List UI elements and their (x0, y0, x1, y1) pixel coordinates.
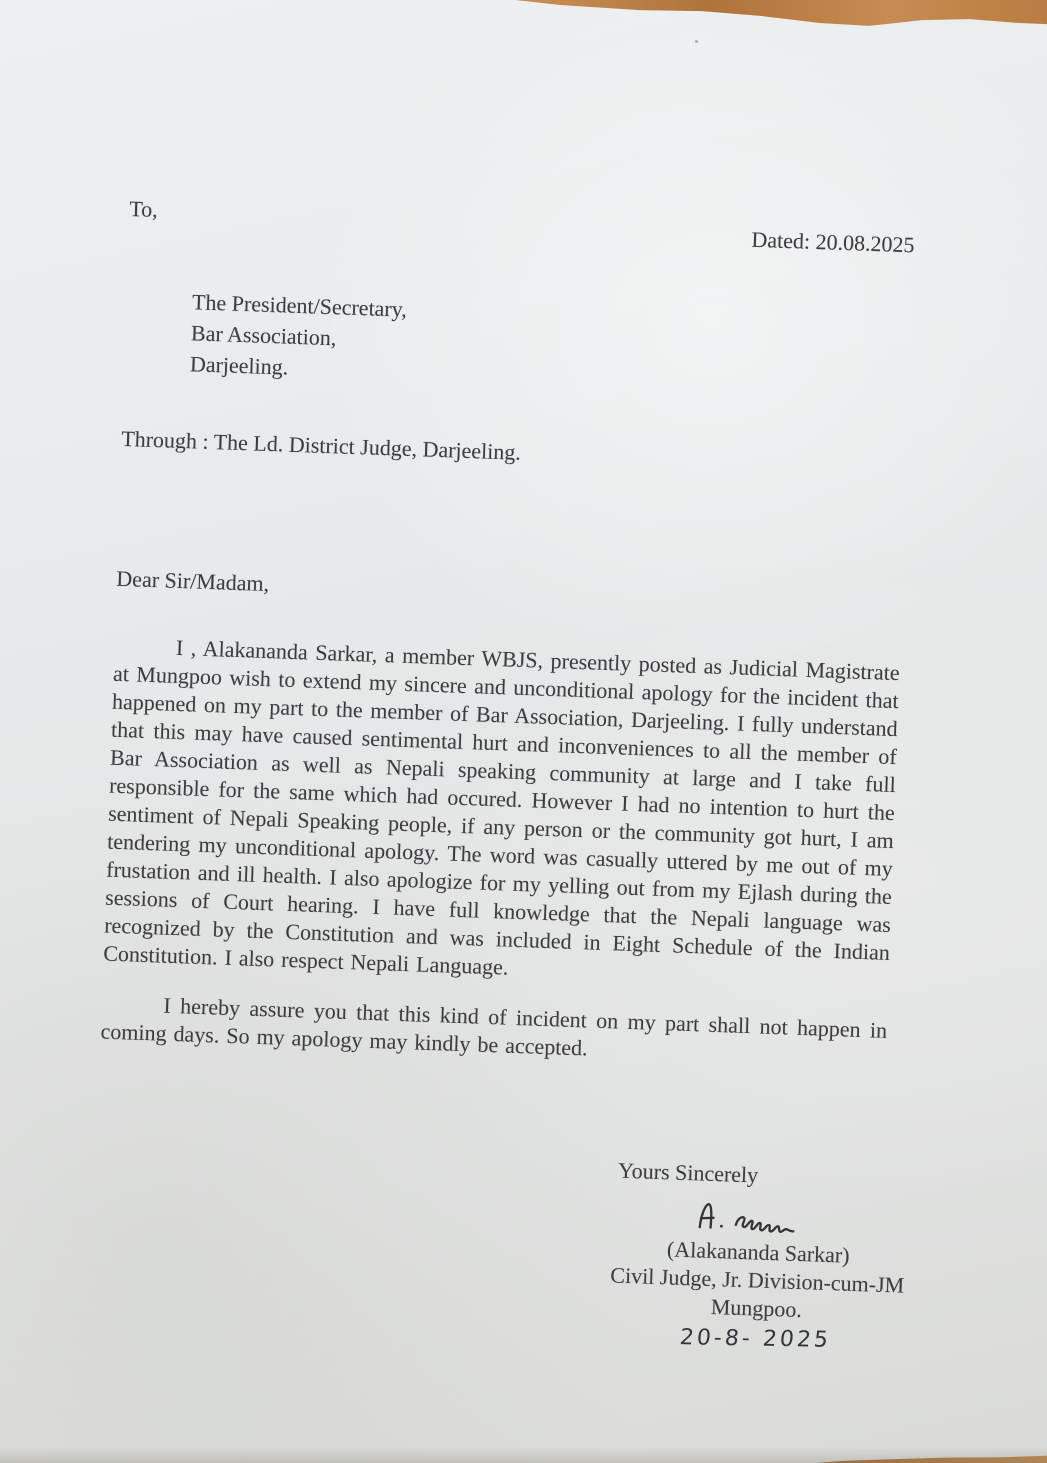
signer-name-line: (Alakananda Sarkar) (666, 1236, 851, 1268)
letter-body (100, 632, 900, 1073)
paper-bottom-shadow (0, 1447, 1047, 1463)
body-paragraph-2: I hereby assure you that this kind of incident on my part shall not happen in coming days. So my apology may kindly be accepted. (100, 992, 888, 1061)
body-paragraph-1: I , Alakananda Sarkar, a member WBJS, presently posted as Judicial Magistrate at Mungpoo wish to extend my sincere and unconditional apology for the incident that happened on my part to the member of Bar Association, Darjeeling. I fully understand that this may have caused sentimental hurt and inconveniences to all the member of Bar Association as well as Nepali speaking community at large and I take full responsible for the same which had occured. However I had no intention to hurt the sentiment of Nepali Speaking people, if any person or the community got hurt, I am tendering my unconditional apology. The word was casually uttered by me out of my frustation and ill health. I also apologize for my yelling out from my Ejlash during the sessions of Court hearing. I have full knowledge that the Nepali language was recognized by the Constitution and was included in Eight Schedule of the Indian Constitution. I also respect Nepali Language. (102, 634, 901, 980)
through-line: Through : The Ld. District Judge, Darjeeling. (120, 425, 522, 465)
wood-table-top-edge (0, 0, 1047, 36)
handwritten-date-line: 20-8- 2025 (678, 1325, 833, 1353)
closing-line: Yours Sincerely (617, 1157, 759, 1188)
recipient-line: The President/Secretary, (191, 289, 408, 322)
to-line: To, (128, 195, 159, 222)
paper-speck (695, 40, 698, 43)
signer-title-line: Civil Judge, Jr. Division-cum-JM (610, 1262, 905, 1298)
recipient-line: Bar Association, (190, 320, 337, 351)
signature-block (520, 1191, 995, 1361)
signer-station-line: Mungpoo. (710, 1293, 803, 1323)
recipient-line: Darjeeling. (189, 351, 289, 380)
greeting-line: Dear Sir/Madam, (116, 565, 270, 597)
letter-content (88, 190, 915, 1417)
recipient-block (189, 286, 407, 386)
date-line: Dated: 20.08.2025 (751, 226, 915, 258)
